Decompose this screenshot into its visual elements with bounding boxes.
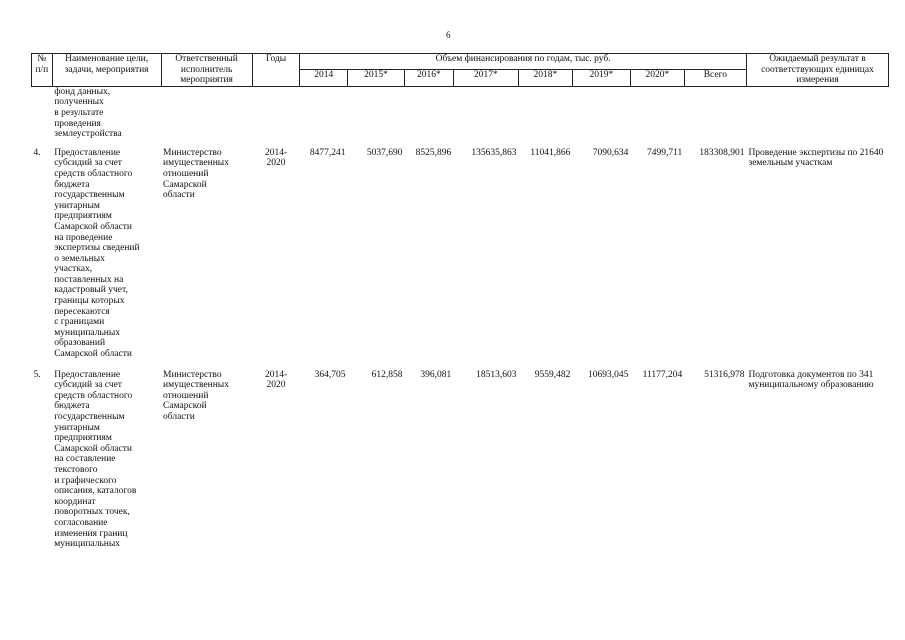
row-value-2014: 8477,241 [309,147,346,158]
header-no: № п/п [32,54,53,87]
row-executor: Министерство имущественных отношений Самарской области [163,369,229,422]
header-year-2019: 2019* [572,70,630,86]
row-value-2019: 10693,045 [588,369,629,380]
row-value-2015: 612,858 [371,369,403,380]
header-year-2020: 2020* [630,70,684,86]
row-number: 4. [33,147,41,158]
row-value-2016: 396,081 [420,369,452,380]
row-value-2018: 9559,482 [534,369,571,380]
header-total: Всего [684,70,746,86]
row-years: 2014- 2020 [264,147,288,169]
row-value-2020: 11177,204 [642,369,683,380]
header-name: Наименование цели, задачи, мероприятия [52,54,161,87]
row-value-2016: 8525,896 [415,147,452,158]
header-result: Ожидаемый результат в соответствующих единицах измерения [746,54,888,87]
header-year-2015: 2015* [348,70,405,86]
header-funding-group: Объем финансирования по годам, тыс. руб. [300,54,747,70]
row-number: 5. [33,369,41,380]
row-value-2018: 11041,866 [530,147,571,158]
table-row [32,140,889,360]
header-years: Годы [252,54,300,87]
row-value-total: 51316,978 [704,369,745,380]
table-row [32,360,889,550]
row-value-2017: 18513,603 [476,369,517,380]
header-year-2016: 2016* [405,70,454,86]
row-result: Проведение экспертизы по 21640 земельным участкам [748,147,884,169]
continuation-text: фонд данных, полученных в результате проведения землеустройства [54,86,122,140]
row-name: Предоставление субсидий за счет средств областного бюджета государственным унитарным предприятиям Самарской области на проведение экспертизы сведений о земельных участках, поставленных на кадастровый учет, границы которых пересекаются с границами муниципальных образований Самарской области [54,147,140,360]
header-executor: Ответственный исполнитель мероприятия [161,54,252,87]
table-row-continuation [32,86,889,139]
row-value-2020: 7499,711 [646,147,683,158]
row-value-2015: 5037,690 [366,147,403,158]
row-executor: Министерство имущественных отношений Самарской области [163,147,229,201]
funding-table [31,53,889,550]
row-value-2014: 364,705 [314,369,346,380]
header-year-2014: 2014 [300,70,348,86]
row-value-total: 183308,901 [699,147,745,158]
header-year-2017: 2017* [453,70,518,86]
row-name: Предоставление субсидий за счет средств областного бюджета государственным унитарным предприятиям Самарской области на составление текстового и графического описания, каталогов координат поворотных точек, согласование изменения границ муниципальных [54,369,137,550]
row-result: Подготовка документов по 341 муниципальному образованию [748,369,874,391]
header-year-2018: 2018* [518,70,572,86]
row-years: 2014- 2020 [264,369,288,391]
page-number: 6 [446,30,451,40]
row-value-2017: 135635,863 [471,147,517,158]
row-value-2019: 7090,634 [592,147,629,158]
